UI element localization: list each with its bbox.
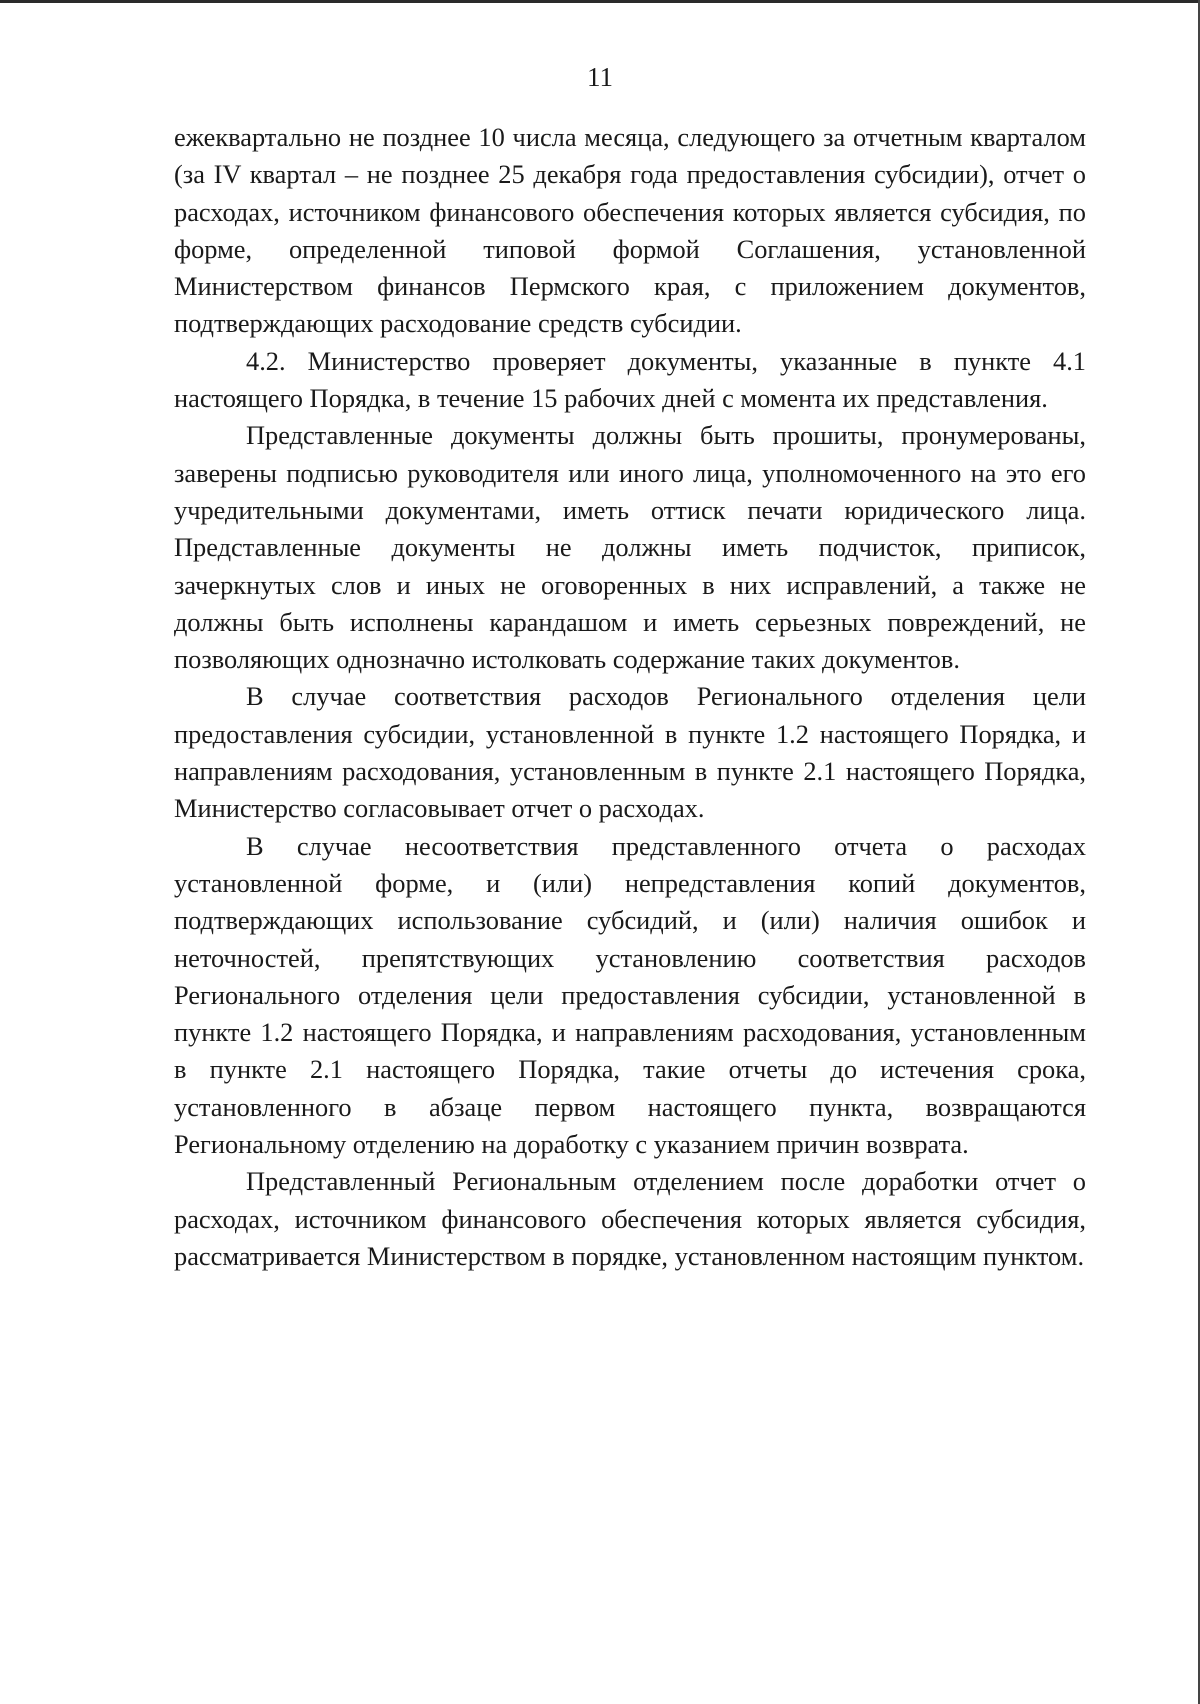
paragraph-continuation: ежеквартально не позднее 10 числа месяца, следующего за отчетным кварталом (за IV квартал – не позднее 25 декабря года предоставления субсидии), отчет о расходах, источником финансового обеспечения которых является субсидия, по форме, определенной типовой формой Соглашения, установленной Министерством финансов Пермского края, с приложением документов, подтверждающих расходование средств субсидии.: [174, 122, 1086, 339]
paragraph-return-for-revision: В случае несоответствия представленного отчета о расходах установленной форме, и (или) непредставления копий документов, подтверждающих использование субсидий, и (или) наличия ошибок и неточностей, препятствующих установлению соответствия расходов Регионального отделения цели предоставления субсидии, установленной в пункте 1.2 настоящего Порядка, и направлениям расходования, установленным в пункте 2.1 настоящего Порядка, такие отчеты до истечения срока, установленного в абзаце первом настоящего пункта, возвращаются Региональному отделению на доработку с указанием причин возврата.: [174, 830, 1086, 1160]
paragraph-4-2: 4.2. Министерство проверяет документы, указанные в пункте 4.1 настоящего Порядка, в течение 15 рабочих дней с момента их представления.: [174, 345, 1086, 414]
paragraph-approval: В случае соответствия расходов Регионального отделения цели предоставления субсидии, установленной в пункте 1.2 настоящего Порядка, и направлениям расходования, установленным в пункте 2.1 настоящего Порядка, Министерство согласовывает отчет о расходах.: [174, 681, 1086, 824]
paragraph-document-requirements: Представленные документы должны быть прошиты, пронумерованы, заверены подписью руководителя или иного лица, уполномоченного на это его учредительными документами, иметь оттиск печати юридического лица. Представленные документы не должны иметь подчисток, приписок, зачеркнутых слов и иных не оговоренных в них исправлений, а также не должны быть исполнены карандашом и иметь серьезных повреждений, не позволяющих однозначно истолковать содержание таких документов.: [174, 420, 1086, 675]
page-number: 11: [587, 62, 613, 92]
paragraph-resubmission: Представленный Региональным отделением после доработки отчет о расходах, источником финансового обеспечения которых является субсидия, рассматривается Министерством в порядке, установленном настоящим пунктом.: [174, 1166, 1086, 1271]
document-body: [174, 119, 1086, 1275]
scan-edge-top: [0, 0, 1200, 3]
